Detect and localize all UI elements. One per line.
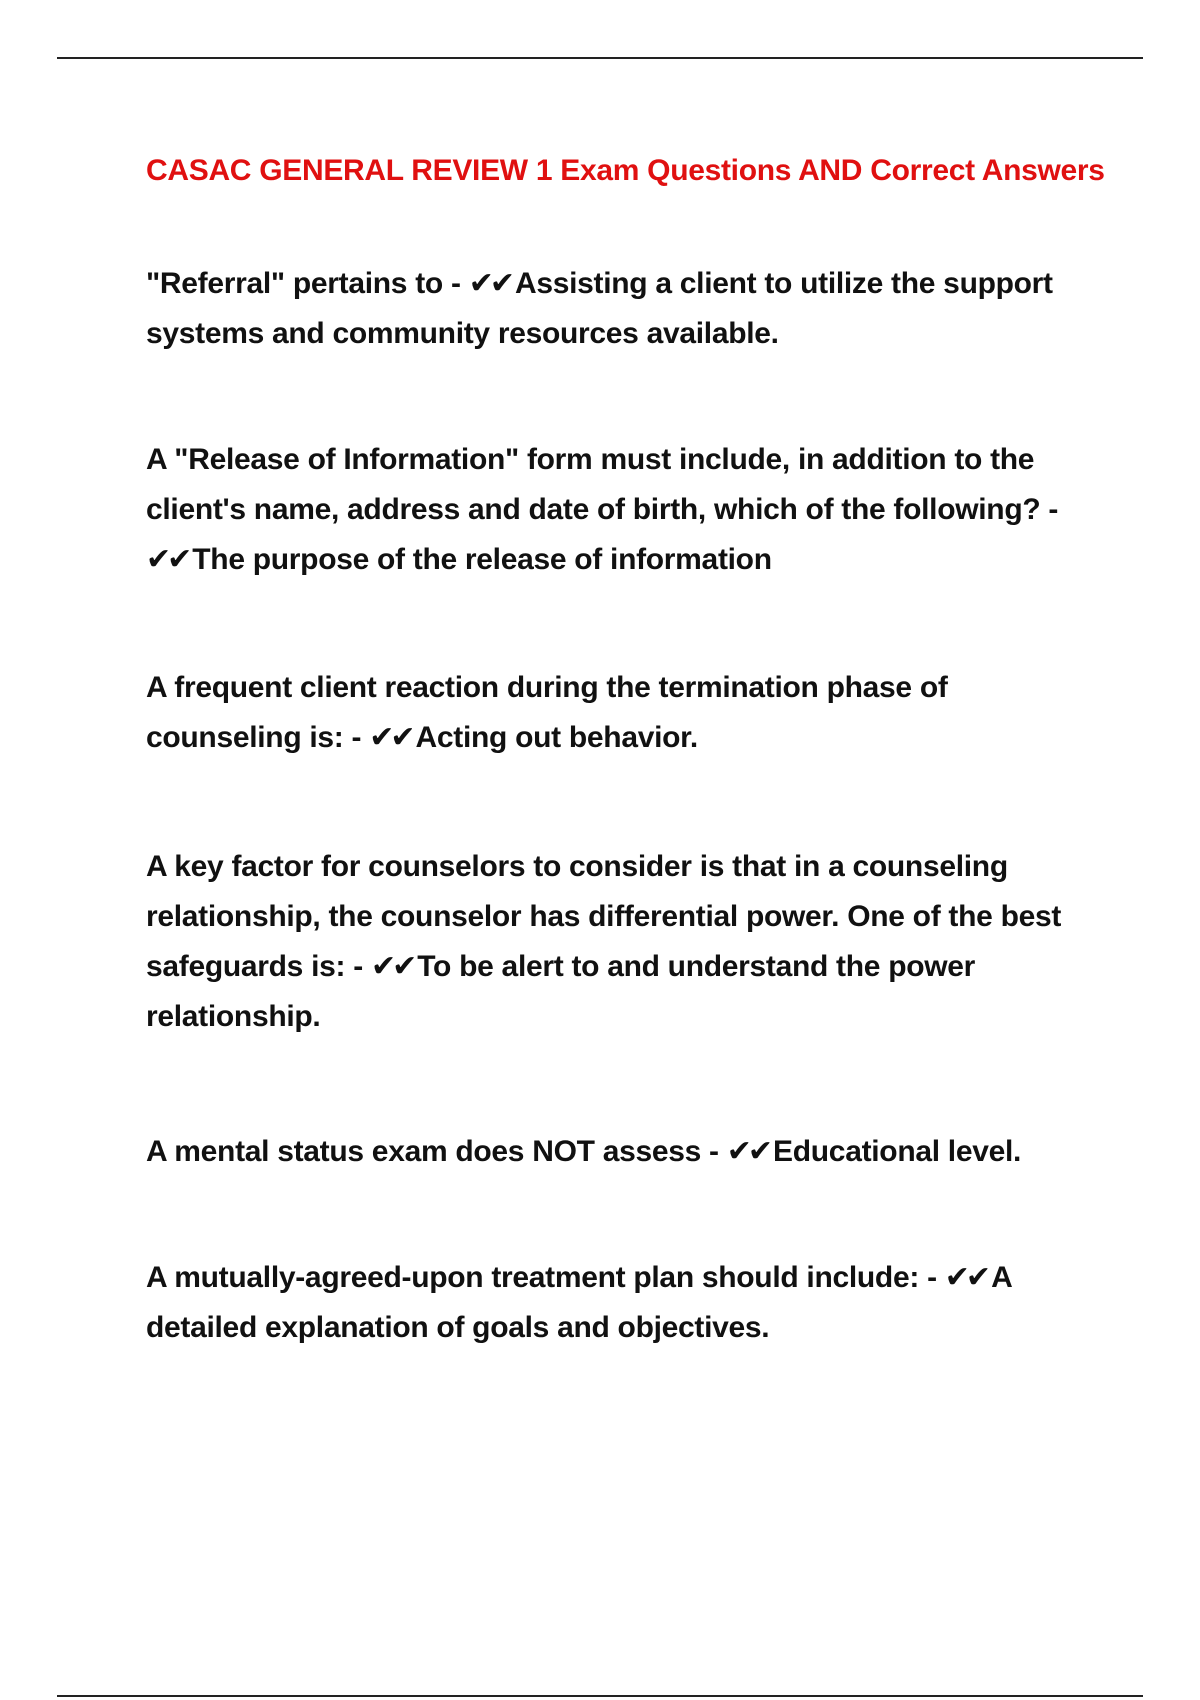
answer-text: Educational level. xyxy=(773,1135,1022,1168)
question-text: A mental status exam does NOT assess - xyxy=(146,1135,727,1168)
answer-text: A detailed explanation of goals and objectives. xyxy=(146,1261,1012,1344)
qa-item xyxy=(146,842,1106,1042)
document-title: CASAC GENERAL REVIEW 1 Exam Questions AND Correct Answers xyxy=(146,154,1105,187)
bottom-rule xyxy=(57,1695,1143,1697)
double-check-icon: ✔✔ xyxy=(944,1260,988,1295)
answer-text: Assisting a client to utilize the support systems and community resources available. xyxy=(146,267,1053,350)
qa-item xyxy=(146,663,1106,763)
double-check-icon: ✔✔ xyxy=(146,542,189,577)
answer-text: To be alert to and understand the power relationship. xyxy=(146,950,976,1033)
double-check-icon: ✔✔ xyxy=(726,1134,770,1169)
question-text: A "Release of Information" form must include, in addition to the client's name, address and date of birth, which of the following? - xyxy=(146,443,1059,526)
answer-text: Acting out behavior. xyxy=(415,721,698,754)
qa-item xyxy=(146,259,1106,359)
answer-text: The purpose of the release of information xyxy=(192,543,772,576)
question-text: "Referral" pertains to - xyxy=(146,267,469,300)
question-text: A mutually-agreed-upon treatment plan should include: - xyxy=(146,1261,945,1294)
top-rule xyxy=(57,57,1143,59)
double-check-icon: ✔✔ xyxy=(369,720,412,755)
double-check-icon: ✔✔ xyxy=(468,266,511,301)
double-check-icon: ✔✔ xyxy=(370,949,414,984)
qa-item xyxy=(146,1127,1106,1177)
document-body xyxy=(146,147,1106,1344)
question-text: A key factor for counselors to consider is that in a counseling relationship, the counselor has differential power. One of the best safeguards is: - xyxy=(146,850,1062,983)
qa-item xyxy=(146,435,1106,585)
qa-item xyxy=(146,1253,1106,1353)
question-text: A frequent client reaction during the termination phase of counseling is: - xyxy=(146,671,948,754)
